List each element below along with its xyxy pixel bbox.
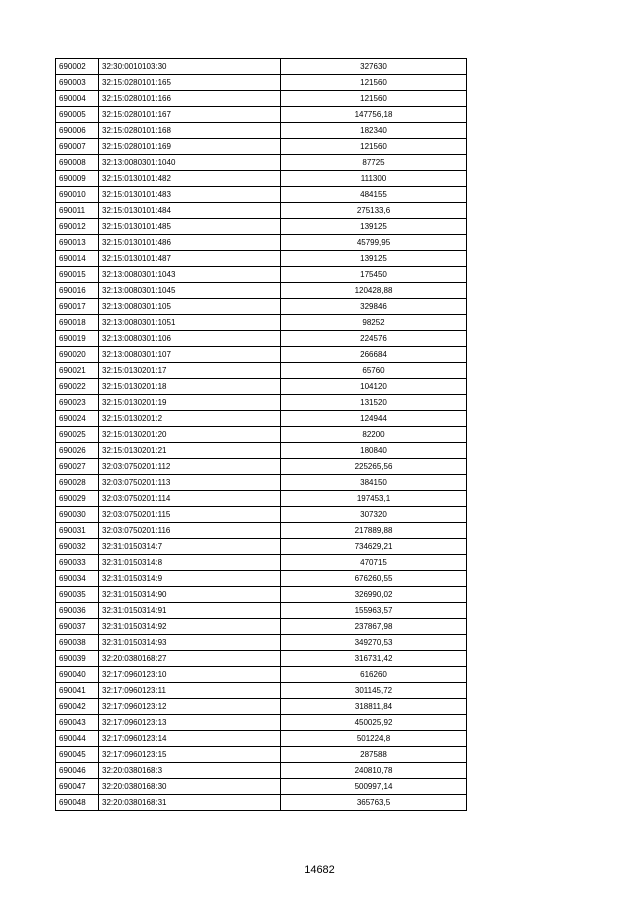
cadastral-number-cell: 32:17:0960123:12 xyxy=(99,699,281,715)
value-cell: 147756,18 xyxy=(281,107,467,123)
table-row xyxy=(56,267,467,283)
table-row xyxy=(56,315,467,331)
table-row xyxy=(56,219,467,235)
value-cell: 180840 xyxy=(281,443,467,459)
table-row xyxy=(56,171,467,187)
value-cell: 197453,1 xyxy=(281,491,467,507)
row-id-cell: 690018 xyxy=(56,315,99,331)
row-id-cell: 690022 xyxy=(56,379,99,395)
cadastral-number-cell: 32:03:0750201:116 xyxy=(99,523,281,539)
cadastral-number-cell: 32:17:0960123:11 xyxy=(99,683,281,699)
value-cell: 275133,6 xyxy=(281,203,467,219)
value-cell: 45799,95 xyxy=(281,235,467,251)
cadastral-number-cell: 32:20:0380168:30 xyxy=(99,779,281,795)
cadastral-number-cell: 32:31:0150314:91 xyxy=(99,603,281,619)
cadastral-number-cell: 32:31:0150314:9 xyxy=(99,571,281,587)
value-cell: 240810,78 xyxy=(281,763,467,779)
cadastral-number-cell: 32:31:0150314:7 xyxy=(99,539,281,555)
row-id-cell: 690040 xyxy=(56,667,99,683)
table-row xyxy=(56,427,467,443)
row-id-cell: 690030 xyxy=(56,507,99,523)
page-number: 14682 xyxy=(304,864,335,876)
cadastral-number-cell: 32:13:0080301:105 xyxy=(99,299,281,315)
table-row xyxy=(56,59,467,75)
value-cell: 98252 xyxy=(281,315,467,331)
table-row xyxy=(56,683,467,699)
table-row xyxy=(56,107,467,123)
cadastral-number-cell: 32:15:0280101:167 xyxy=(99,107,281,123)
value-cell: 266684 xyxy=(281,347,467,363)
row-id-cell: 690031 xyxy=(56,523,99,539)
cadastral-number-cell: 32:20:0380168:27 xyxy=(99,651,281,667)
table-row xyxy=(56,731,467,747)
table-row xyxy=(56,235,467,251)
table-row xyxy=(56,347,467,363)
cadastral-number-cell: 32:31:0150314:92 xyxy=(99,619,281,635)
value-cell: 316731,42 xyxy=(281,651,467,667)
value-cell: 131520 xyxy=(281,395,467,411)
value-cell: 155963,57 xyxy=(281,603,467,619)
table-row xyxy=(56,699,467,715)
row-id-cell: 690013 xyxy=(56,235,99,251)
value-cell: 287588 xyxy=(281,747,467,763)
value-cell: 121560 xyxy=(281,139,467,155)
table-row xyxy=(56,251,467,267)
row-id-cell: 690016 xyxy=(56,283,99,299)
table-row xyxy=(56,747,467,763)
value-cell: 139125 xyxy=(281,251,467,267)
value-cell: 326990,02 xyxy=(281,587,467,603)
cadastral-number-cell: 32:13:0080301:106 xyxy=(99,331,281,347)
value-cell: 182340 xyxy=(281,123,467,139)
row-id-cell: 690006 xyxy=(56,123,99,139)
data-table xyxy=(55,58,467,811)
value-cell: 384150 xyxy=(281,475,467,491)
row-id-cell: 690020 xyxy=(56,347,99,363)
row-id-cell: 690032 xyxy=(56,539,99,555)
row-id-cell: 690044 xyxy=(56,731,99,747)
table-row xyxy=(56,507,467,523)
table-row xyxy=(56,779,467,795)
row-id-cell: 690046 xyxy=(56,763,99,779)
cadastral-number-cell: 32:15:0280101:166 xyxy=(99,91,281,107)
cadastral-number-cell: 32:15:0280101:169 xyxy=(99,139,281,155)
table-row xyxy=(56,283,467,299)
value-cell: 65760 xyxy=(281,363,467,379)
value-cell: 217889,88 xyxy=(281,523,467,539)
table-row xyxy=(56,91,467,107)
row-id-cell: 690047 xyxy=(56,779,99,795)
table-body xyxy=(56,59,467,811)
value-cell: 329846 xyxy=(281,299,467,315)
cadastral-number-cell: 32:17:0960123:14 xyxy=(99,731,281,747)
value-cell: 224576 xyxy=(281,331,467,347)
value-cell: 301145,72 xyxy=(281,683,467,699)
cadastral-number-cell: 32:20:0380168:31 xyxy=(99,795,281,811)
row-id-cell: 690012 xyxy=(56,219,99,235)
cadastral-number-cell: 32:15:0130101:485 xyxy=(99,219,281,235)
cadastral-number-cell: 32:15:0130101:483 xyxy=(99,187,281,203)
cadastral-number-cell: 32:15:0130201:18 xyxy=(99,379,281,395)
value-cell: 175450 xyxy=(281,267,467,283)
row-id-cell: 690026 xyxy=(56,443,99,459)
row-id-cell: 690014 xyxy=(56,251,99,267)
value-cell: 318811,84 xyxy=(281,699,467,715)
cadastral-number-cell: 32:13:0080301:1043 xyxy=(99,267,281,283)
value-cell: 470715 xyxy=(281,555,467,571)
row-id-cell: 690007 xyxy=(56,139,99,155)
table-row xyxy=(56,187,467,203)
row-id-cell: 690002 xyxy=(56,59,99,75)
value-cell: 484155 xyxy=(281,187,467,203)
row-id-cell: 690017 xyxy=(56,299,99,315)
row-id-cell: 690036 xyxy=(56,603,99,619)
cadastral-number-cell: 32:30:0010103:30 xyxy=(99,59,281,75)
cadastral-number-cell: 32:17:0960123:10 xyxy=(99,667,281,683)
row-id-cell: 690009 xyxy=(56,171,99,187)
cadastral-number-cell: 32:17:0960123:15 xyxy=(99,747,281,763)
table-row xyxy=(56,539,467,555)
table-row xyxy=(56,155,467,171)
table-row xyxy=(56,635,467,651)
table-row xyxy=(56,203,467,219)
row-id-cell: 690019 xyxy=(56,331,99,347)
cadastral-number-cell: 32:15:0130201:19 xyxy=(99,395,281,411)
table-row xyxy=(56,555,467,571)
cadastral-number-cell: 32:13:0080301:1051 xyxy=(99,315,281,331)
row-id-cell: 690010 xyxy=(56,187,99,203)
row-id-cell: 690011 xyxy=(56,203,99,219)
cadastral-number-cell: 32:15:0130201:17 xyxy=(99,363,281,379)
value-cell: 349270,53 xyxy=(281,635,467,651)
table-row xyxy=(56,571,467,587)
table-row xyxy=(56,443,467,459)
table-row xyxy=(56,299,467,315)
row-id-cell: 690039 xyxy=(56,651,99,667)
table-row xyxy=(56,619,467,635)
cadastral-number-cell: 32:03:0750201:112 xyxy=(99,459,281,475)
cadastral-number-cell: 32:15:0130101:482 xyxy=(99,171,281,187)
cadastral-number-cell: 32:13:0080301:1045 xyxy=(99,283,281,299)
table-row xyxy=(56,491,467,507)
value-cell: 500997,14 xyxy=(281,779,467,795)
cadastral-number-cell: 32:15:0130201:21 xyxy=(99,443,281,459)
cadastral-number-cell: 32:03:0750201:115 xyxy=(99,507,281,523)
row-id-cell: 690029 xyxy=(56,491,99,507)
value-cell: 87725 xyxy=(281,155,467,171)
row-id-cell: 690003 xyxy=(56,75,99,91)
value-cell: 616260 xyxy=(281,667,467,683)
row-id-cell: 690048 xyxy=(56,795,99,811)
table-row xyxy=(56,459,467,475)
value-cell: 124944 xyxy=(281,411,467,427)
cadastral-number-cell: 32:03:0750201:113 xyxy=(99,475,281,491)
table-row xyxy=(56,475,467,491)
table-row xyxy=(56,75,467,91)
row-id-cell: 690037 xyxy=(56,619,99,635)
table-row xyxy=(56,795,467,811)
table-row xyxy=(56,587,467,603)
row-id-cell: 690024 xyxy=(56,411,99,427)
row-id-cell: 690025 xyxy=(56,427,99,443)
value-cell: 501224,8 xyxy=(281,731,467,747)
value-cell: 225265,56 xyxy=(281,459,467,475)
cadastral-number-cell: 32:17:0960123:13 xyxy=(99,715,281,731)
value-cell: 139125 xyxy=(281,219,467,235)
value-cell: 365763,5 xyxy=(281,795,467,811)
cadastral-number-cell: 32:03:0750201:114 xyxy=(99,491,281,507)
cadastral-number-cell: 32:13:0080301:1040 xyxy=(99,155,281,171)
row-id-cell: 690008 xyxy=(56,155,99,171)
cadastral-number-cell: 32:20:0380168:3 xyxy=(99,763,281,779)
row-id-cell: 690028 xyxy=(56,475,99,491)
cadastral-number-cell: 32:15:0280101:168 xyxy=(99,123,281,139)
value-cell: 734629,21 xyxy=(281,539,467,555)
table-row xyxy=(56,123,467,139)
row-id-cell: 690042 xyxy=(56,699,99,715)
row-id-cell: 690033 xyxy=(56,555,99,571)
table-row xyxy=(56,395,467,411)
table-row xyxy=(56,603,467,619)
row-id-cell: 690004 xyxy=(56,91,99,107)
row-id-cell: 690023 xyxy=(56,395,99,411)
cadastral-number-cell: 32:31:0150314:8 xyxy=(99,555,281,571)
table-row xyxy=(56,651,467,667)
cadastral-number-cell: 32:31:0150314:90 xyxy=(99,587,281,603)
value-cell: 307320 xyxy=(281,507,467,523)
row-id-cell: 690005 xyxy=(56,107,99,123)
value-cell: 111300 xyxy=(281,171,467,187)
value-cell: 121560 xyxy=(281,91,467,107)
cadastral-number-cell: 32:15:0280101:165 xyxy=(99,75,281,91)
row-id-cell: 690043 xyxy=(56,715,99,731)
cadastral-number-cell: 32:15:0130201:20 xyxy=(99,427,281,443)
value-cell: 327630 xyxy=(281,59,467,75)
value-cell: 450025,92 xyxy=(281,715,467,731)
table-row xyxy=(56,411,467,427)
row-id-cell: 690038 xyxy=(56,635,99,651)
cadastral-number-cell: 32:31:0150314:93 xyxy=(99,635,281,651)
table-row xyxy=(56,379,467,395)
value-cell: 104120 xyxy=(281,379,467,395)
cadastral-number-cell: 32:13:0080301:107 xyxy=(99,347,281,363)
row-id-cell: 690045 xyxy=(56,747,99,763)
cadastral-number-cell: 32:15:0130101:484 xyxy=(99,203,281,219)
row-id-cell: 690041 xyxy=(56,683,99,699)
value-cell: 676260,55 xyxy=(281,571,467,587)
value-cell: 120428,88 xyxy=(281,283,467,299)
table-row xyxy=(56,363,467,379)
row-id-cell: 690027 xyxy=(56,459,99,475)
table-row xyxy=(56,331,467,347)
value-cell: 237867,98 xyxy=(281,619,467,635)
row-id-cell: 690034 xyxy=(56,571,99,587)
row-id-cell: 690021 xyxy=(56,363,99,379)
table-row xyxy=(56,715,467,731)
value-cell: 121560 xyxy=(281,75,467,91)
table-row xyxy=(56,667,467,683)
cadastral-number-cell: 32:15:0130101:486 xyxy=(99,235,281,251)
row-id-cell: 690035 xyxy=(56,587,99,603)
cadastral-number-cell: 32:15:0130101:487 xyxy=(99,251,281,267)
table-row xyxy=(56,139,467,155)
cadastral-number-cell: 32:15:0130201:2 xyxy=(99,411,281,427)
value-cell: 82200 xyxy=(281,427,467,443)
table-row xyxy=(56,523,467,539)
table-row xyxy=(56,763,467,779)
row-id-cell: 690015 xyxy=(56,267,99,283)
